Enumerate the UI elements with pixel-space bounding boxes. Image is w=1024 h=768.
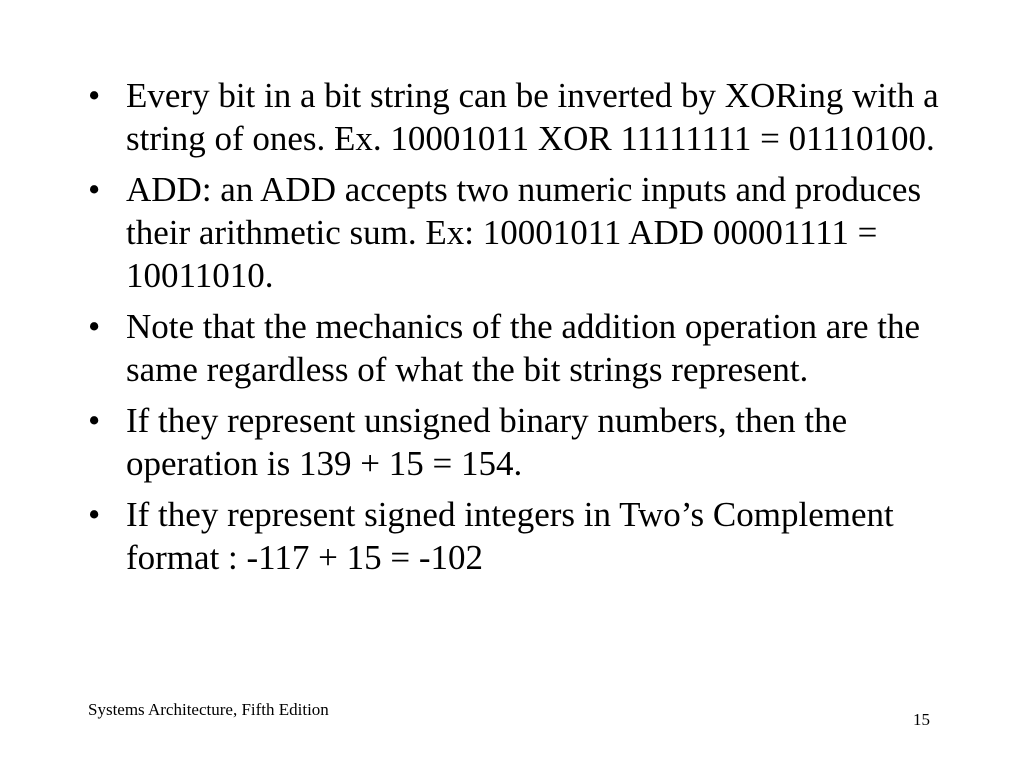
bullet-item-xor-inversion — [84, 74, 944, 160]
bullet-marker: • — [88, 307, 101, 346]
footer-title: Systems Architecture, Fifth Edition — [88, 700, 329, 719]
bullet-marker: • — [88, 495, 101, 534]
bullet-text: ADD: an ADD accepts two numeric inputs and produces their arithmetic sum. Ex: 10001011 ADD 00001111 = 10011010. — [126, 170, 922, 295]
bullet-text: Every bit in a bit string can be inverted by XORing with a string of ones. Ex. 10001011 XOR 11111111 = 01110100. — [126, 76, 939, 158]
bullet-text: If they represent unsigned binary numbers, then the operation is 139 + 15 = 154. — [126, 401, 848, 483]
bullet-text: Note that the mechanics of the addition operation are the same regardless of what the bit strings represent. — [126, 307, 921, 389]
bullet-item-twos-complement-example — [84, 493, 944, 579]
page-number: 15 — [913, 710, 930, 729]
bullet-item-unsigned-example — [84, 399, 944, 485]
bullet-marker: • — [88, 170, 101, 209]
bullet-item-add-definition — [84, 168, 944, 297]
bullet-item-addition-mechanics — [84, 305, 944, 391]
bullet-list — [84, 74, 944, 587]
bullet-text: If they represent signed integers in Two’s Complement format : -117 + 15 = -102 — [126, 495, 894, 577]
bullet-marker: • — [88, 76, 101, 115]
bullet-marker: • — [88, 401, 101, 440]
